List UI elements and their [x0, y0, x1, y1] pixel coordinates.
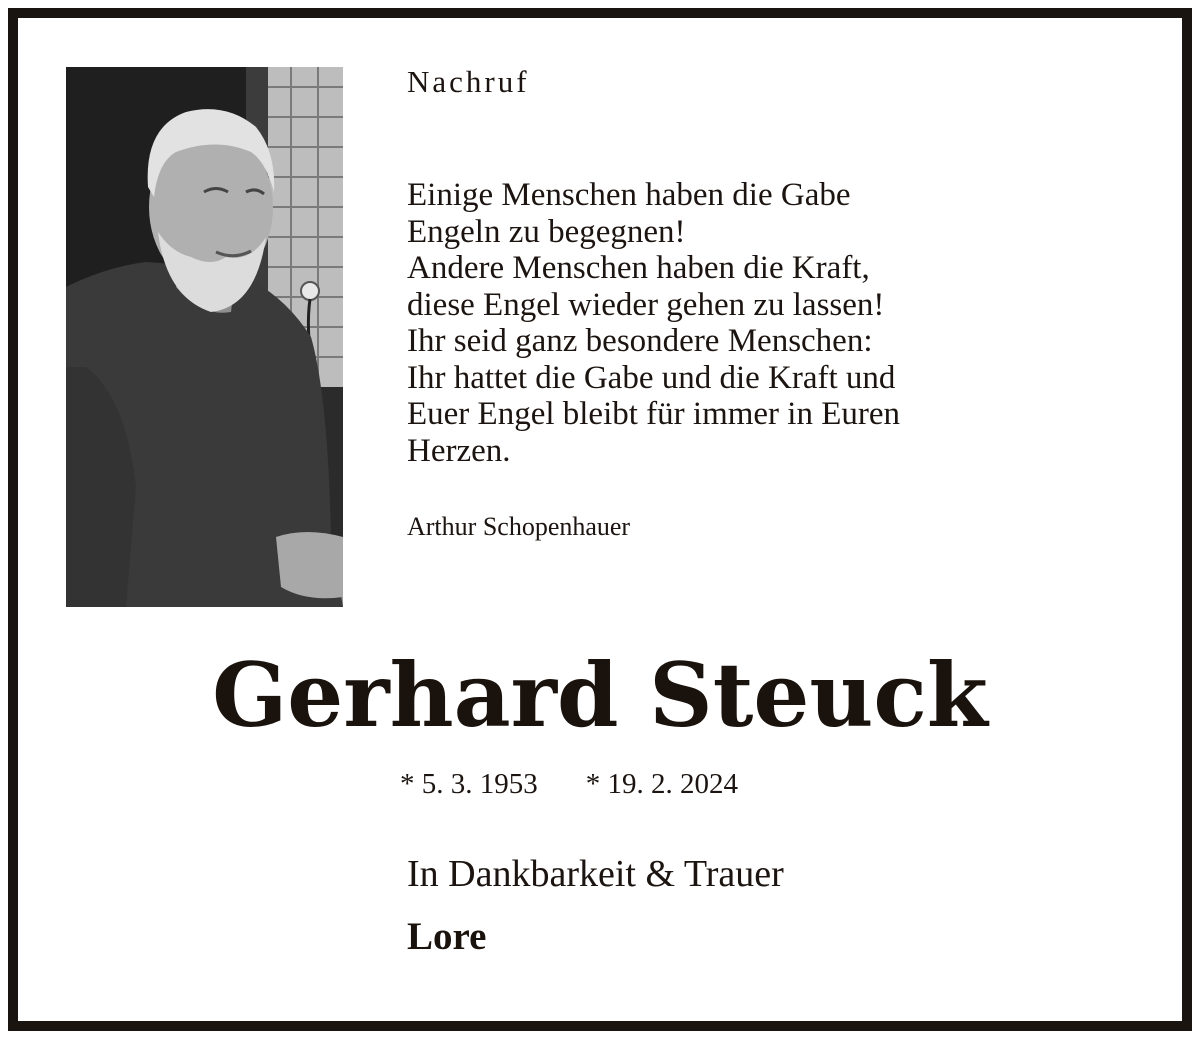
- poem-line: Engeln zu begegnen!: [407, 213, 686, 250]
- portrait-photo: [66, 67, 343, 607]
- poem-line: Ihr seid ganz besondere Menschen:: [407, 323, 873, 359]
- poem-line: Ihr hattet die Gabe und die Kraft und: [407, 359, 896, 396]
- poem-line: Einige Menschen haben die Gabe: [407, 177, 851, 213]
- life-dates: [400, 768, 738, 801]
- poem-line: Herzen.: [407, 432, 511, 469]
- poem-line: Euer Engel bleibt für immer in Euren: [407, 396, 901, 432]
- poem-line: diese Engel wieder gehen zu lassen!: [407, 286, 885, 323]
- closing-line: In Dankbarkeit & Trauer: [407, 853, 784, 895]
- birth-date: * 5. 3. 1953: [400, 768, 538, 800]
- death-date: * 19. 2. 2024: [585, 768, 738, 800]
- signature: Lore: [407, 915, 487, 958]
- notice-heading: Nachruf: [407, 64, 530, 99]
- deceased-name: Gerhard Steuck: [212, 643, 988, 747]
- poem-author: Arthur Schopenhauer: [407, 512, 631, 541]
- poem: [407, 177, 1107, 469]
- poem-line: Andere Menschen haben die Kraft,: [407, 250, 870, 286]
